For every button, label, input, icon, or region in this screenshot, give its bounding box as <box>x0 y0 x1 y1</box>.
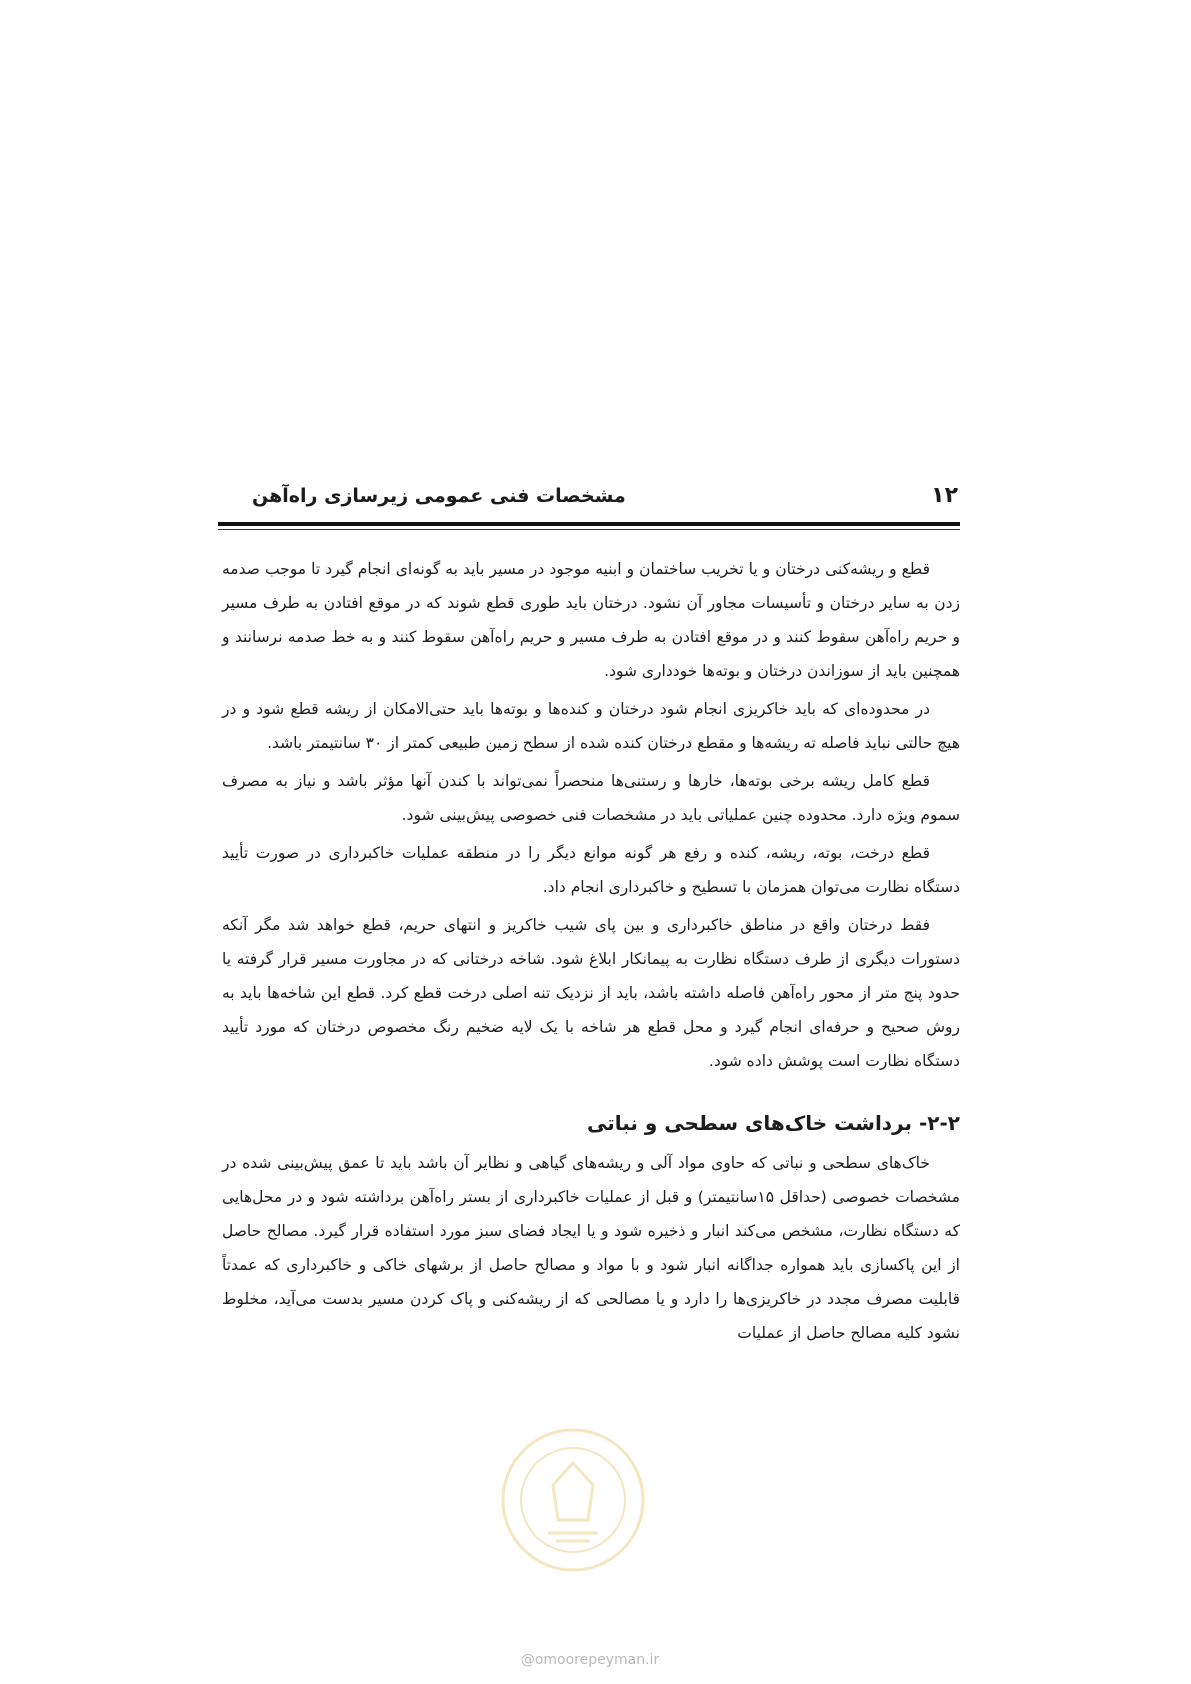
running-title: مشخصات فنی عمومی زیرسازی راه‌آهن <box>252 485 626 507</box>
section-paragraph: خاک‌های سطحی و نباتی که حاوی مواد آلی و ریشه‌های گیاهی و نظایر آن باشد باید تا عمق پیش‌بینی شده در مشخصات خصوصی (حداقل ۱۵سانتیمتر) و قبل از عملیات خاکبرداری از بستر راه‌آهن برداشته شود و در محل‌هایی که دستگاه نظارت، مشخص می‌کند انبار و ذخیره شود و یا ایجاد فضای سبز مورد استفاده قرار گیرد. مصالح حاصل از این پاکسازی باید همواره جداگانه انبار شود و با مواد و مصالح حاصل از برشهای خاکی و خاکبرداری که عمدتاً قابلیت مصرف مجدد در خاکریزی‌ها را دارد و یا مصالحی که از ریشه‌کنی و پاک کردن مسیر بدست می‌آید، مخلوط نشود کلیه مصالح حاصل از عملیات <box>222 1154 960 1342</box>
seal-graphic <box>498 1425 648 1575</box>
body-text <box>222 552 960 1354</box>
section-heading: ۲-۲- برداشت خاک‌های سطحی و نباتی <box>586 1111 960 1135</box>
paragraph: قطع کامل ریشه برخی بوته‌ها، خارها و رستنی‌ها منحصراً نمی‌تواند با کندن آنها مؤثر باشد و نیاز به مصرف سموم ویژه دارد. محدوده چنین عملیاتی باید در مشخصات فنی خصوصی پیش‌بینی شود. <box>222 772 960 824</box>
publisher-seal-icon <box>498 1425 648 1575</box>
header-rule-thin <box>218 529 960 530</box>
header-rule-thick <box>218 522 960 526</box>
paragraph: قطع درخت، بوته، ریشه، کنده و رفع هر گونه موانع دیگر را در منطقه عملیات خاکبرداری در صورت تأیید دستگاه نظارت می‌توان همزمان با تسطیح و خاکبرداری انجام داد. <box>222 844 960 896</box>
footer-url: @omoorepeyman.ir <box>520 1652 660 1668</box>
paragraph: فقط درختان واقع در مناطق خاکبرداری و بین پای شیب خاکریز و انتهای حریم، قطع خواهد شد مگر آنکه دستورات دیگری از طرف دستگاه نظارت به پیمانکار ابلاغ شود. شاخه درختانی که در مجاورت مسیر قرار گرفته یا حدود پنج متر از محور راه‌آهن فاصله داشته باشد، باید از نزدیک تنه اصلی درخت قطع کرد. قطع این شاخه‌ها باید به روش صحیح و حرفه‌ای انجام گیرد و محل قطع هر شاخه با یک لایه ضخیم رنگ مخصوص درختان که مورد تأیید دستگاه نظارت است پوشش داده شود. <box>222 916 960 1070</box>
page-number: ۱۲ <box>931 483 958 508</box>
paragraph: در محدوده‌ای که باید خاکریزی انجام شود درختان و کنده‌ها و بوته‌ها باید حتی‌الامکان از ریشه قطع شود و در هیچ حالتی نباید فاصله ته ریشه‌ها و مقطع درختان کنده شده از سطح زمین طبیعی کمتر از ۳۰ سانتیمتر باشد. <box>222 700 960 752</box>
paragraph: قطع و ریشه‌کنی درختان و یا تخریب ساختمان و ابنیه موجود در مسیر باید به گونه‌ای انجام گیرد تا موجب صدمه زدن به سایر درختان و تأسیسات مجاور آن نشود. درختان باید طوری قطع شوند که در موقع افتادن به طرف مسیر و حریم راه‌آهن سقوط کنند و در موقع افتادن به طرف مسیر و حریم راه‌آهن سقوط کنند و به خط صدمه نرسانند و همچنین باید از سوزاندن درختان و بوته‌ها خودداری شود. <box>222 560 960 680</box>
page-header <box>218 483 960 523</box>
